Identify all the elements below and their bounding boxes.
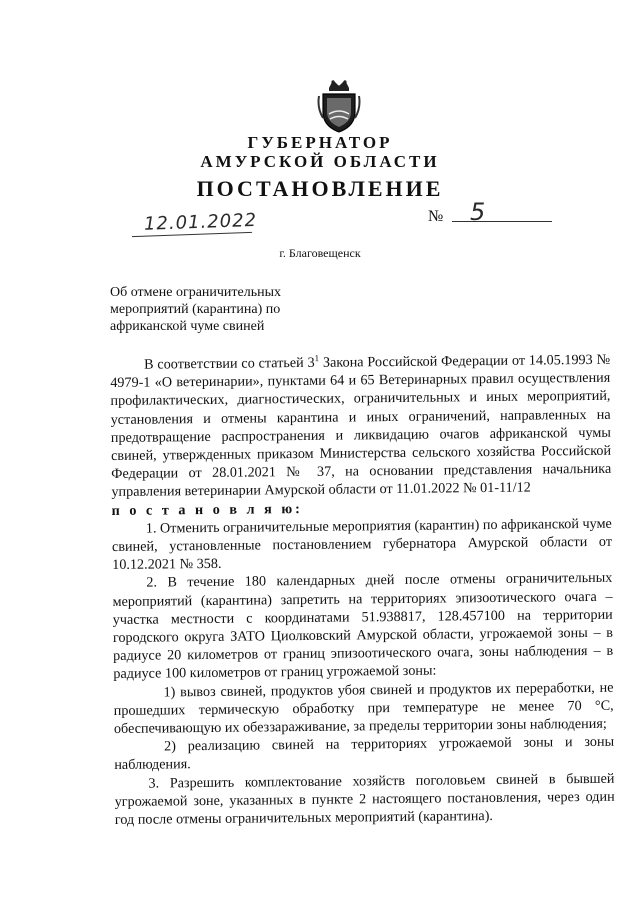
document-type-title: ПОСТАНОВЛЕНИЕ bbox=[196, 176, 444, 201]
preamble-text-part2: Закона Российской Федерации от 14.05.1993 № 4979-1 «О ветеринарии», пунктами 64 и 65 Ветеринарных правил осуществления профилактических, диагностических, ограничительных и иных мероприятий, установления и отмены карантина и иных ограничений, направленных на предотвращение распространения и ликвидацию очагов африканской чумы свиней, утвержденных приказом Министерства сельского хозяйства Российской Федерации от 28.01.2021 № 37, на основании представления начальника управления ветеринарии Амурской области от 11.01.2022 № 01-11/12 bbox=[110, 351, 612, 501]
decree-body bbox=[110, 351, 615, 829]
resolve-word: п о с т а н о в л я ю: bbox=[111, 500, 303, 519]
city-name: г. Благовещенск bbox=[279, 246, 361, 260]
preamble-text-part1: В соответствии со статьей 3 bbox=[144, 354, 315, 373]
item-3-paragraph: 3. Разрешить комплектование хозяйств поголовьем свиней в бывшей угрожаемой зоне, указанных в пункте 2 настоящего постановления, через один год после отмены ограничительных мероприятий (карантина). bbox=[114, 770, 615, 829]
item-2-subitem-1: 1) вывоз свиней, продуктов убоя свиней и продуктов их переработки, не прошедших термическую обработку при температуре не менее 70 °С, обеспечивающую их обеззараживание, за пределы территории зоны наблюдения; bbox=[113, 679, 614, 738]
number-sign: № bbox=[428, 208, 444, 225]
coat-of-arms-icon bbox=[317, 78, 361, 134]
decree-subject: Об отмене ограничительных мероприятий (карантина) по африканской чуме свиней bbox=[110, 285, 282, 334]
article-superscript: 1 bbox=[314, 353, 320, 364]
decree-number: 5 bbox=[470, 198, 486, 226]
number-underline bbox=[452, 221, 552, 222]
authority-line-1: ГУБЕРНАТОР bbox=[247, 133, 393, 152]
item-1-paragraph: 1. Отменить ограничительные мероприятия (карантин) по африканской чуме свиней, установленные постановлением губернатора Амурской области от 10.12.2021 № 358. bbox=[111, 515, 613, 574]
item-2-subitem-2: 2) реализацию свиней на территориях угрожаемой зоны и зоны наблюдения. bbox=[114, 734, 615, 774]
item-2-paragraph: 2. В течение 180 календарных дней после отмены ограничительных мероприятий (карантина) запретить на территориях эпизоотического очага – участка местности с координатами 51.938817, 128.457100 на территории городского округа ЗАТО Циолковский Амурской области, угрожаемой зоны – в радиусе 20 километров от границ эпизоотического очага, зоны наблюдения – в радиусе 100 километров от границ угрожаемой зоны: bbox=[112, 570, 614, 683]
decree-date: 12.01.2022 bbox=[143, 209, 258, 235]
preamble-paragraph bbox=[110, 351, 611, 502]
authority-line-2: АМУРСКОЙ ОБЛАСТИ bbox=[200, 152, 440, 171]
